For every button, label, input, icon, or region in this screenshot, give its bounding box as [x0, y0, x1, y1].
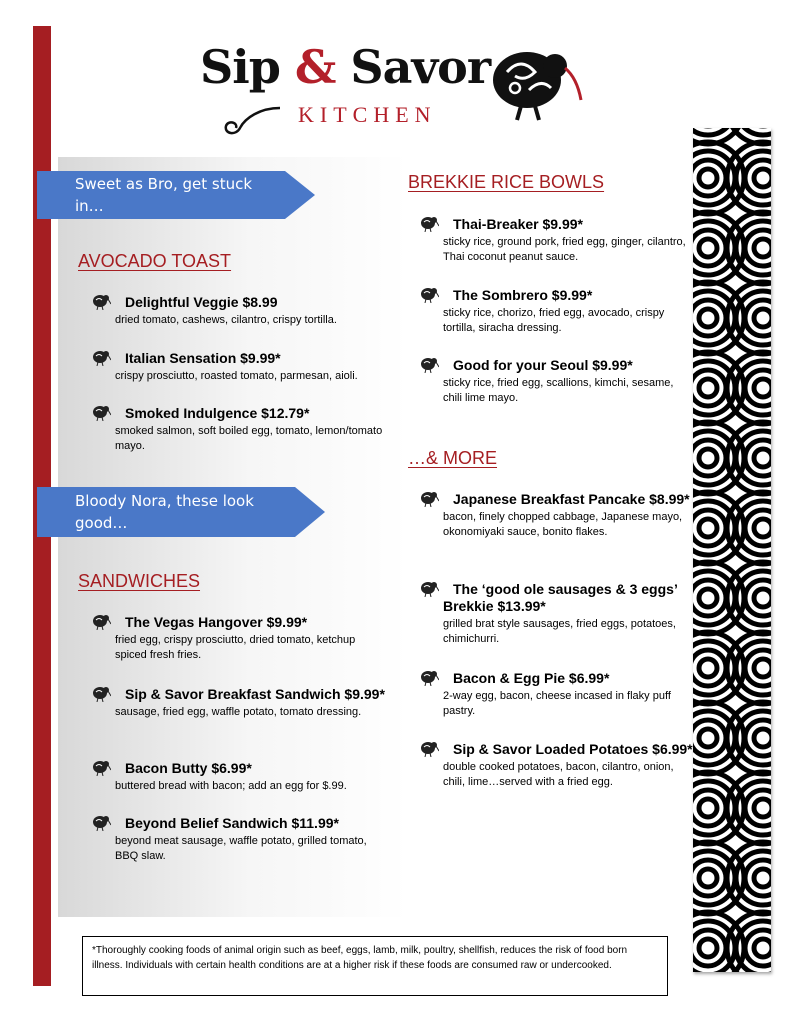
menu-item: [115, 686, 385, 720]
menu-item-description: 2-way egg, bacon, cheese incased in flaky puff pastry.: [443, 690, 671, 717]
menu-item-description: fried egg, crispy prosciutto, dried tomato, ketchup spiced fresh fries.: [115, 634, 356, 661]
kiwi-bird-icon: [419, 739, 439, 757]
heading-brekkie-rice-bowls: BREKKIE RICE BOWLS: [408, 172, 605, 192]
menu-item-name: The Vegas Hangover $9.99*: [125, 614, 308, 630]
menu-item-name: Smoked Indulgence $12.79*: [125, 405, 310, 421]
menu-item: [443, 357, 693, 406]
kiwi-bird-icon: [91, 403, 111, 421]
tag-text-line2: good…: [75, 514, 128, 532]
menu-item-name: Sip & Savor Breakfast Sandwich $9.99*: [125, 686, 385, 702]
logo-title: Sip & Savor: [200, 40, 491, 94]
menu-item-name: Bacon Butty $6.99*: [125, 760, 252, 776]
kiwi-bird-icon: [419, 355, 439, 373]
kiwi-bird-icon: [91, 612, 111, 630]
menu-item: [115, 294, 385, 328]
menu-item: [443, 581, 693, 647]
menu-item: [115, 614, 385, 663]
heading-and-more: …& MORE: [408, 448, 498, 468]
kiwi-bird-logo-icon: [485, 42, 585, 122]
menu-item-name: The Sombrero $9.99*: [453, 287, 593, 303]
kiwi-bird-icon: [419, 579, 439, 597]
food-safety-footnote: *Thoroughly cooking foods of animal origin such as beef, eggs, lamb, milk, poultry, shellfish, reduces the risk of food born illness. Individuals with certain health conditions are at a higher risk if these foods are consumed raw or undercooked.: [82, 936, 668, 996]
tag-text-line1: Bloody Nora, these look: [75, 492, 254, 510]
menu-item-name: Thai-Breaker $9.99*: [453, 216, 583, 232]
menu-item-description: sticky rice, fried egg, scallions, kimchi, sesame, chili lime mayo.: [443, 377, 674, 404]
menu-item-name: Bacon & Egg Pie $6.99*: [453, 670, 610, 686]
menu-item: [115, 815, 385, 864]
heading-sandwiches: SANDWICHES: [78, 571, 201, 591]
kiwi-bird-icon: [419, 214, 439, 232]
menu-item: [443, 216, 693, 265]
menu-item: [115, 350, 385, 384]
menu-item-description: sticky rice, chorizo, fried egg, avocado, crispy tortilla, siracha dressing.: [443, 307, 665, 334]
menu-item: [443, 287, 693, 336]
menu-item-name: Japanese Breakfast Pancake $8.99*: [453, 491, 690, 507]
menu-item-name: Good for your Seoul $9.99*: [453, 357, 633, 373]
menu-item: [115, 405, 385, 454]
kiwi-bird-icon: [419, 285, 439, 303]
menu-item-description: smoked salmon, soft boiled egg, tomato, lemon/tomato mayo.: [115, 425, 383, 452]
menu-item-description: crispy prosciutto, roasted tomato, parmesan, aioli.: [115, 370, 358, 382]
kiwi-bird-icon: [419, 668, 439, 686]
tag-text: Sweet as Bro, get stuck in…: [75, 175, 253, 215]
swirl-pattern-graphic: [693, 128, 771, 972]
kiwi-bird-icon: [91, 292, 111, 310]
menu-item-description: double cooked potatoes, bacon, cilantro, onion, chili, lime…served with a fried egg.: [443, 761, 674, 788]
heading-avocado-toast: AVOCADO TOAST: [78, 251, 232, 271]
menu-item-description: bacon, finely chopped cabbage, Japanese mayo, okonomiyaki sauce, bonito flakes.: [443, 511, 683, 538]
menu-item-name: Beyond Belief Sandwich $11.99*: [125, 815, 339, 831]
menu-item-description: buttered bread with bacon; add an egg for $.99.: [115, 780, 347, 792]
menu-item-description: beyond meat sausage, waffle potato, grilled tomato, BBQ slaw.: [115, 835, 367, 862]
menu-item-name: Sip & Savor Loaded Potatoes $6.99*: [453, 741, 693, 757]
logo-flourish: [220, 98, 290, 138]
menu-item-description: sausage, fried egg, waffle potato, tomato dressing.: [115, 706, 362, 718]
kiwi-bird-icon: [91, 684, 111, 702]
menu-item-description: sticky rice, ground pork, fried egg, ginger, cilantro, Thai coconut peanut sauce.: [443, 236, 686, 263]
kiwi-bird-icon: [91, 758, 111, 776]
menu-item-name: Italian Sensation $9.99*: [125, 350, 281, 366]
menu-item-name: The ‘good ole sausages & 3 eggs’ Brekkie $13.99*: [443, 581, 678, 614]
menu-item-description: dried tomato, cashews, cilantro, crispy tortilla.: [115, 314, 337, 326]
menu-item-name: Delightful Veggie $8.99: [125, 294, 278, 310]
menu-item: [443, 670, 693, 719]
menu-item: [443, 741, 693, 790]
menu-item-description: grilled brat style sausages, fried eggs, potatoes, chimichurri.: [443, 618, 676, 645]
menu-item: [115, 760, 385, 794]
menu-item: [443, 491, 693, 540]
kiwi-bird-icon: [419, 489, 439, 507]
kiwi-bird-icon: [91, 813, 111, 831]
logo-subtitle: KITCHEN: [298, 102, 437, 127]
kiwi-bird-icon: [91, 348, 111, 366]
swirl-pattern-strip: [693, 128, 771, 972]
